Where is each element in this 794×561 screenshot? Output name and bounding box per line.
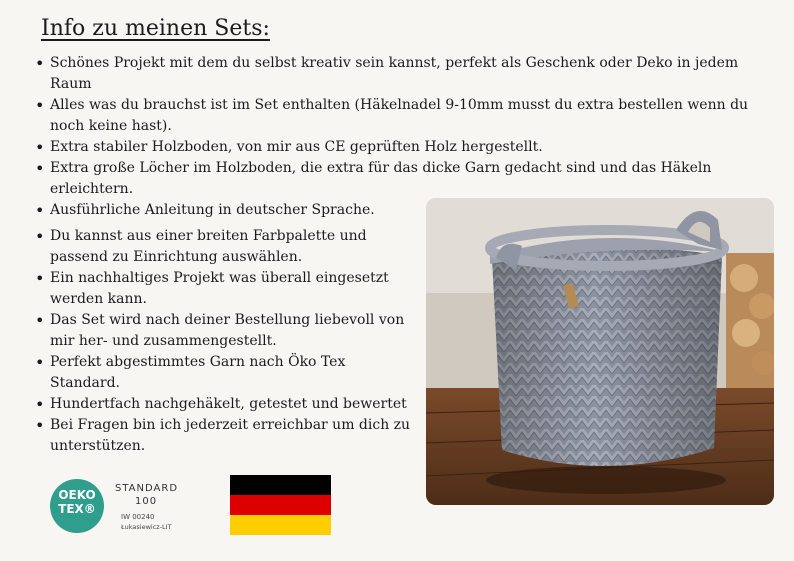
oeko-tex-certificate xyxy=(47,477,207,539)
flag-stripe-black xyxy=(230,475,331,495)
crochet-basket-photo xyxy=(426,198,774,505)
list-item: • Perfekt abgestimmtes Garn nach Öko Tex Standard. xyxy=(34,352,414,394)
list-item: • Bei Fragen bin ich jederzeit erreichbar um dich zu unterstützen. xyxy=(34,415,414,457)
page-title: Info zu meinen Sets: xyxy=(41,16,270,41)
list-item: • Ausführliche Anleitung in deutscher Sprache. xyxy=(34,200,754,221)
standard-number: 100 xyxy=(135,496,158,507)
certificate-id: IW 00240 xyxy=(121,513,155,521)
standard-label: STANDARD xyxy=(115,483,179,494)
list-item: • Du kannst aus einer breiten Farbpalette und passend zu Einrichtung auswählen. xyxy=(34,226,414,268)
list-item: • Alles was du brauchst ist im Set enthalten (Häkelnadel 9-10mm musst du extra bestellen wenn du noch keine hast). xyxy=(34,95,754,137)
list-item: • Extra stabiler Holzboden, von mir aus CE geprüften Holz hergestellt. xyxy=(34,137,754,158)
oeko-tex-logo xyxy=(50,479,104,533)
flag-stripe-red xyxy=(230,495,331,515)
german-flag xyxy=(230,475,331,535)
flag-stripe-gold xyxy=(230,515,331,535)
list-item: • Schönes Projekt mit dem du selbst kreativ sein kannst, perfekt als Geschenk oder Deko in jedem Raum xyxy=(34,53,754,95)
certificate-lab: Łukasiewicz-LIT xyxy=(121,523,172,531)
list-item: • Ein nachhaltiges Projekt was überall eingesetzt werden kann. xyxy=(34,268,414,310)
list-item: • Hundertfach nachgehäkelt, getestet und bewertet xyxy=(34,394,414,415)
list-item: • Extra große Löcher im Holzboden, die extra für das dicke Garn gedacht sind und das Häkeln erleichtern. xyxy=(34,158,754,200)
logo-line-1: OEKO xyxy=(58,488,96,502)
list-item: • Das Set wird nach deiner Bestellung liebevoll von mir her- und zusammengestellt. xyxy=(34,310,414,352)
logo-line-2: TEX® xyxy=(58,502,96,516)
feature-list-top xyxy=(34,53,754,221)
feature-list-bottom xyxy=(34,226,414,457)
